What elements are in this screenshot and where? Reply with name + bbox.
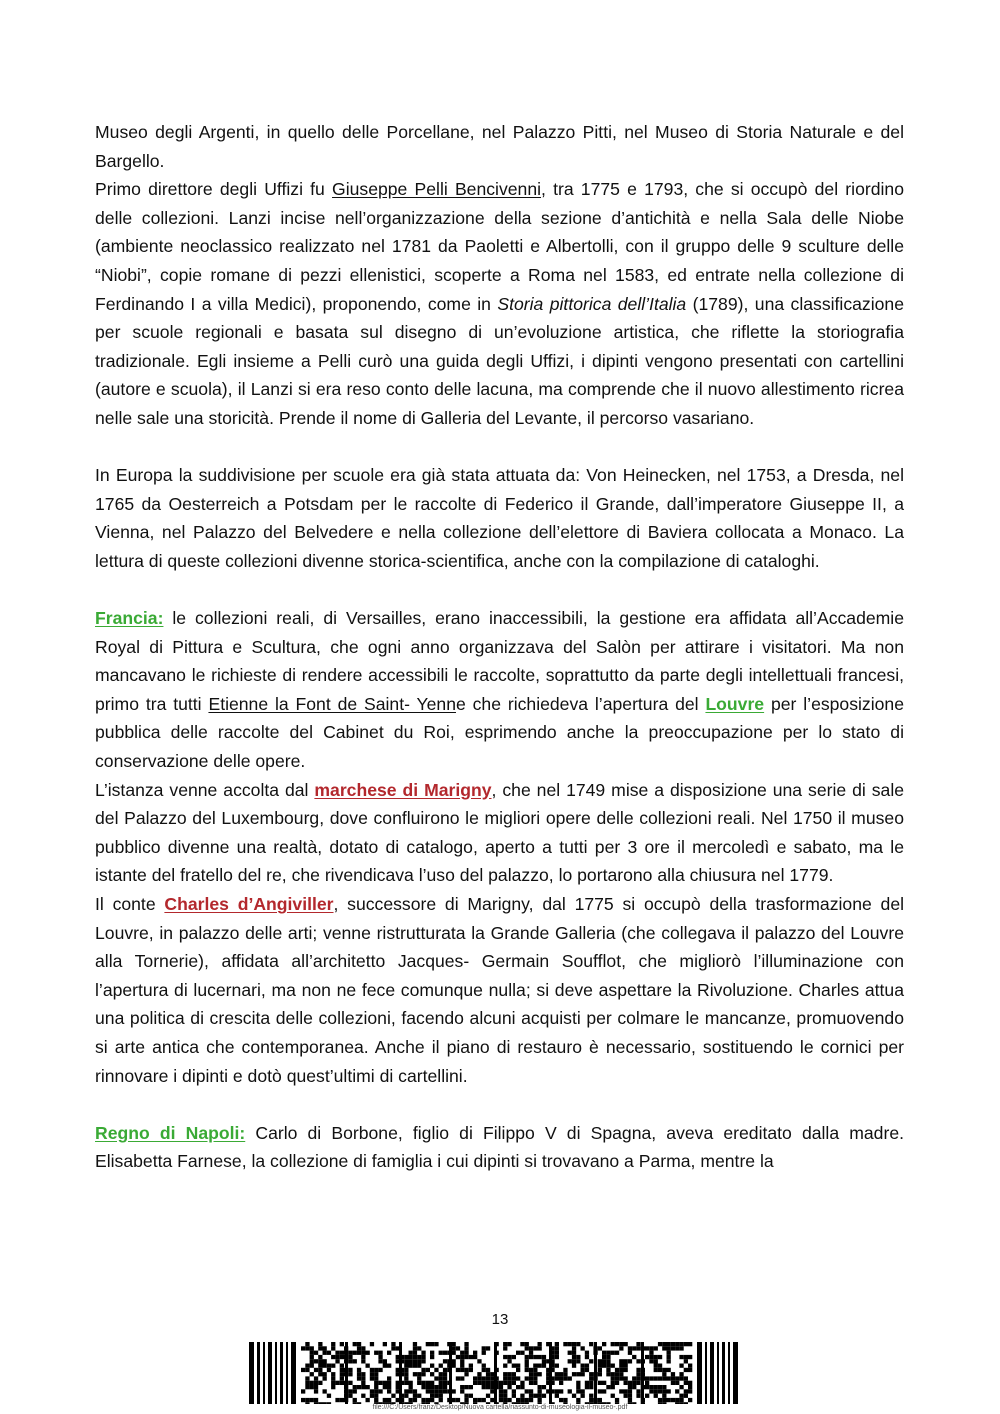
text-segment: Primo direttore degli Uffizi fu [95,179,333,200]
section-heading-link[interactable]: Francia: [95,608,164,629]
underlined-name: Giuseppe Pelli Bencivenni [332,179,542,200]
text-segment: e che richiedeva l’apertura del [455,693,706,714]
barcode-icon [249,1342,739,1404]
text-segment: per l’esposizione pubblica delle raccolte del Cabinet du Roi, esprimendo anche la preoccupazione per lo stato di conservazione delle opere. [95,693,904,772]
paragraph-gap [95,433,904,462]
paragraph [95,175,904,432]
paragraph [95,776,904,890]
paragraph [95,890,904,1090]
italic-title: Storia pittorica dell’Italia [497,293,687,314]
highlighted-name-link[interactable]: Charles d’Angiviller [164,894,334,915]
page-number: 13 [491,1311,509,1328]
text-segment: L’istanza venne accolta dal [95,779,315,800]
section-heading-link[interactable]: Louvre [705,693,765,714]
text-segment: (1789), una classificazione per scuole regionali e basata sul disegno di un’evoluzione artistica, che riflette la storiografia tradizionale. Egli insieme a Pelli curò una guida degli Uffizi, i dipinti vengono presentati con cartellini (autore e scuola), il Lanzi si era reso conto delle lacuna, ma comprende che il nuovo allestimento ricrea nelle sale una storicità. Prende il nome di Galleria del Levante, il percorso vasariano. [95,293,904,428]
paragraph [95,604,904,776]
paragraph [95,1119,904,1176]
paragraph-gap [95,576,904,605]
section-heading-link[interactable]: Regno di Napoli: [95,1122,246,1143]
text-segment: Carlo di Borbone, figlio di Filippo V di Spagna, aveva ereditato dalla madre. Elisabetta Farnese, la collezione di famiglia i cui dipinti si trovavano a Parma, mentre la [95,1122,904,1172]
text-segment: , tra 1775 e 1793, che si occupò del riordino delle collezioni. Lanzi incise nell’organizzazione della sezione d’antichità e nella Sala delle Niobe (ambiente neoclassico realizzato nel 1781 da Paoletti e Albertolli, con il gruppo delle 9 sculture delle “Niobi”, copie romane di pezzi ellenistici, scoperte a Roma nel 1583, ed entrate nella collezione di Ferdinando I a villa Medici), proponendo, come in [95,179,904,314]
text-segment: le collezioni reali, di Versailles, erano inaccessibili, la gestione era affidata all’Accademie Royal di Pittura e Scultura, che ogni anno organizzava del Salòn per attirare i visitatori. Ma non mancavano le richieste di rendere accessibili le raccolte, soprattutto da parte degli intellettuali francesi, primo tra tutti [95,608,904,714]
paragraph [95,461,904,575]
text-segment: , successore di Marigny, dal 1775 si occupò della trasformazione del Louvre, in palazzo delle arti; venne ristrutturata la Grande Galleria (che collegava il palazzo del Louvre alla Tornerie), affidata all’architetto Jacques- Germain Soufflot, che migliorò l’illuminazione con l’apertura di lucernari, ma non ne fece comunque nulla; si deve aspettare la Rivoluzione. Charles attua una politica di crescita delle collezioni, facendo alcuni acquisti per colmare le mancanze, promuovendo si arte antica che contemporanea. Anche il piano di restauro è necessario, sostituendo le cornici per rinnovare i dipinti e dotò quest’ultimi di cartellini. [95,894,905,1086]
document-body [95,118,904,1176]
paragraph-gap [95,1090,904,1119]
paragraph [95,118,904,175]
text-segment: Il conte [95,894,165,915]
underlined-name: Etienne la Font de Saint- Yenn [208,693,456,714]
text-segment: Museo degli Argenti, in quello delle Porcellane, nel Palazzo Pitti, nel Museo di Storia Naturale e del Bargello. [95,122,904,171]
highlighted-name-link[interactable]: marchese di Marigny [314,779,492,800]
text-segment: , che nel 1749 mise a disposizione una serie di sale del Palazzo del Luxembourg, dove confluirono le migliori opere delle collezioni reali. Nel 1750 il museo pubblico divenne una realtà, dotato di catalogo, aperto a tutti per 3 ore il mercoledì e sabato, ma le istante del fratello del re, che rivendicava l’uso del palazzo, lo portarono alla chiusura nel 1779. [95,779,905,886]
footer-file-path: file:///C:/Users/franz/Desktop/Nuova cartella/riassunto-di-museologia-il-museo-.pdf [372,1404,628,1411]
text-segment: In Europa la suddivisione per scuole era già stata attuata da: Von Heinecken, nel 1753, a Dresda, nel 1765 da Oesterreich a Potsdam per le raccolte di Federico il Grande, dall’imperatore Giuseppe II, a Vienna, nel Palazzo del Belvedere e nella collezione dell’elettore di Baviera collocata a Monaco. La lettura di queste collezioni divenne storica-scientifica, anche con la compilazione di cataloghi. [95,465,904,571]
